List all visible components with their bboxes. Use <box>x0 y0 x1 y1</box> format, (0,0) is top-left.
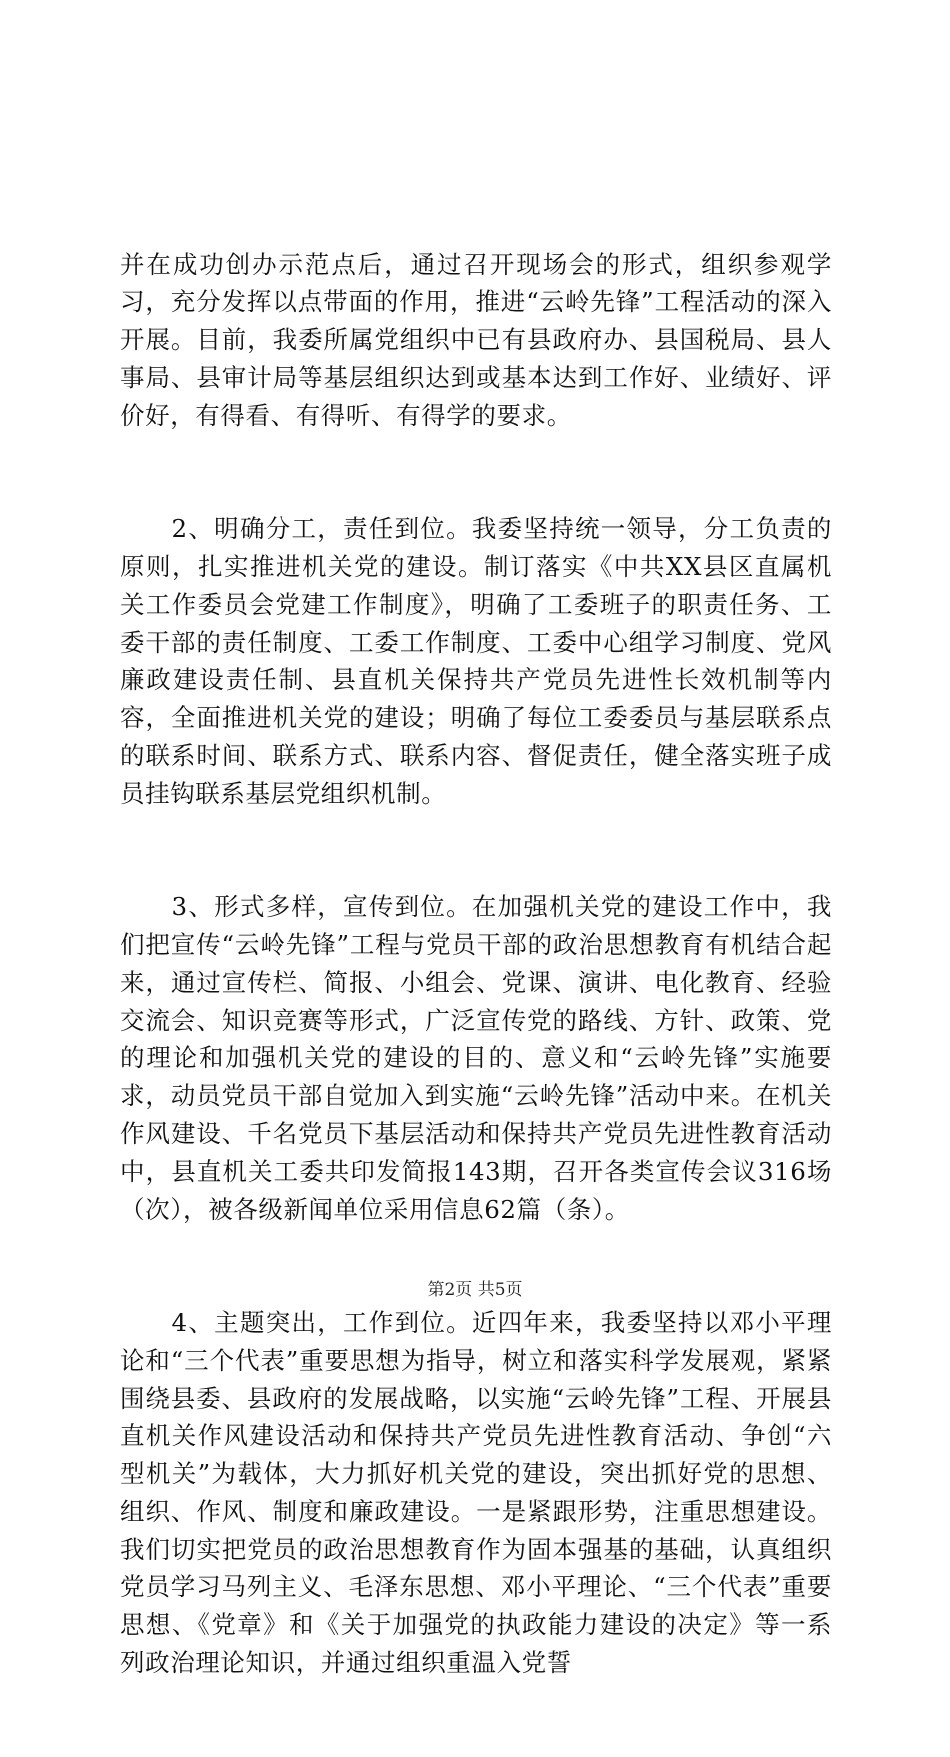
paragraph-3: 3、形式多样，宣传到位。在加强机关党的建设工作中，我们把宣传“云岭先锋”工程与党员干部的政治思想教育有机结合起来，通过宣传栏、简报、小组会、党课、演讲、电化教育、经验交流会、知识竞赛等形式，广泛宣传党的路线、方针、政策、党的理论和加强机关党的建设的目的、意义和“云岭先锋”实施要求，动员党员干部自觉加入到实施“云岭先锋”活动中来。在机关作风建设、千名党员下基层活动和保持共产党员先进性教育活动中，县直机关工委共印发简报143期，召开各类宣传会议316场（次），被各级新闻单位采用信息62篇（条）。 <box>120 892 832 1224</box>
page-footer: 第2页 共5页 <box>427 1280 523 1300</box>
paragraph-2: 2、明确分工，责任到位。我委坚持统一领导，分工负责的原则，扎实推进机关党的建设。制订落实《中共XX县区直属机关工作委员会党建工作制度》，明确了工委班子的职责任务、工委干部的责任制度、工委工作制度、工委中心组学习制度、党风廉政建设责任制、县直机关保持共产党员先进性长效机制等内容，全面推进机关党的建设；明确了每位工委委员与基层联系点的联系时间、联系方式、联系内容、督促责任，健全落实班子成员挂钩联系基层党组织机制。 <box>120 514 832 808</box>
document-body <box>120 170 832 1757</box>
paragraph-1: 并在成功创办示范点后，通过召开现场会的形式，组织参观学习，充分发挥以点带面的作用，推进“云岭先锋”工程活动的深入开展。目前，我委所属党组织中已有县政府办、县国税局、县人事局、县审计局等基层组织达到或基本达到工作好、业绩好、评价好，有得看、有得听、有得学的要求。 <box>120 249 832 430</box>
paragraph-4: 4、主题突出，工作到位。近四年来，我委坚持以邓小平理论和“三个代表”重要思想为指导，树立和落实科学发展观，紧紧围绕县委、县政府的发展战略，以实施“云岭先锋”工程、开展县直机关作风建设活动和保持共产党员先进性教育活动、争创“六型机关”为载体，大力抓好机关党的建设，突出抓好党的思想、组织、作风、制度和廉政建设。一是紧跟形势，注重思想建设。我们切实把党员的政治思想教育作为固本强基的基础，认真组织党员学习马列主义、毛泽东思想、邓小平理论、“三个代表”重要思想、《党章》和《关于加强党的执政能力建设的决定》等一系列政治理论知识，并通过组织重温入党誓 <box>120 1307 832 1678</box>
